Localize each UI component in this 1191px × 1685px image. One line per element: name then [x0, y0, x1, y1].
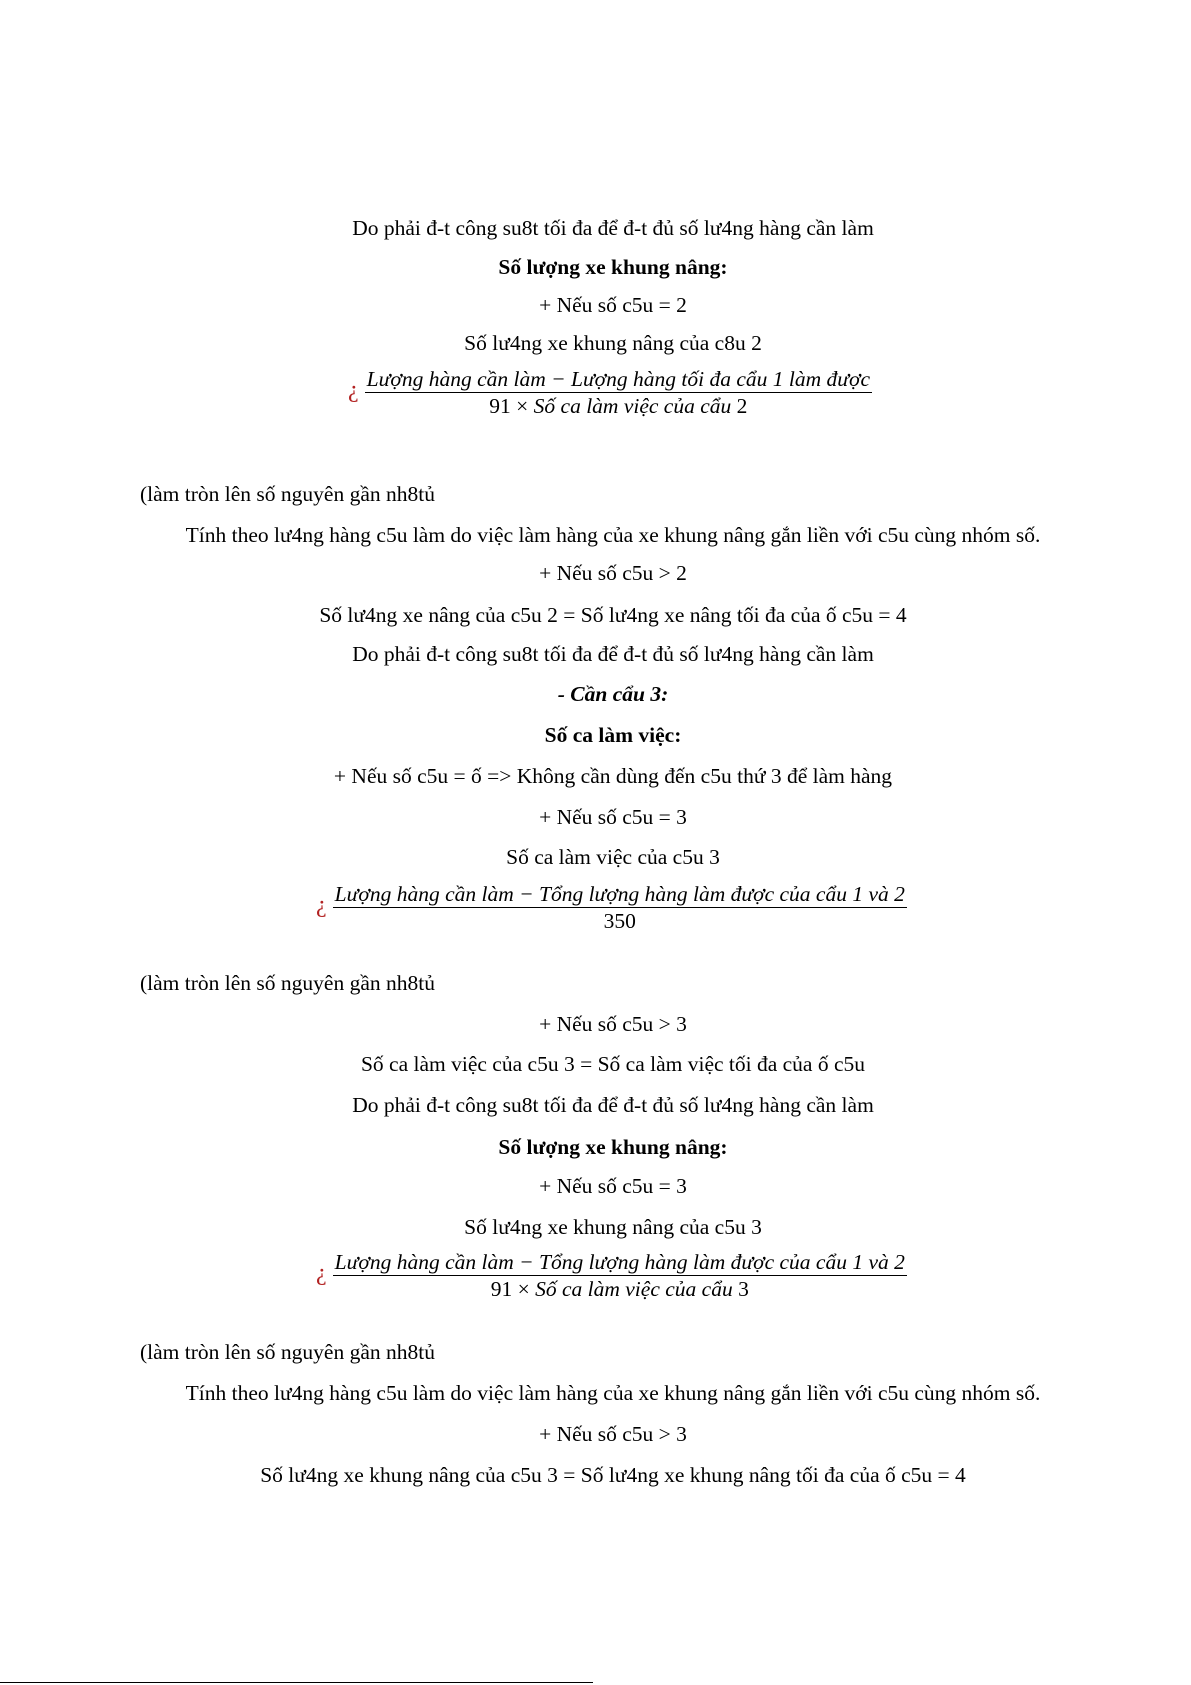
text-line: + Nếu số c5u > 2 — [539, 561, 687, 585]
formula-prefix: ¿ — [348, 377, 359, 403]
section-heading: Số lượng xe khung nâng: — [498, 1135, 728, 1159]
fraction — [333, 881, 907, 934]
text-line: Tính theo lư4ng hàng c5u làm do việc làm hàng của xe khung nâng gắn liền với c5u cùng nhóm số. — [185, 1381, 1041, 1405]
text-line: Số lư4ng xe khung nâng của c5u 3 = Số lư4ng xe khung nâng tối đa của ố c5u = 4 — [260, 1463, 966, 1487]
text-line: + Nếu số c5u = 3 — [539, 1174, 687, 1198]
text-line: (làm tròn lên số nguyên gần nh8tủ — [140, 1340, 435, 1364]
denominator-tail: 3 — [738, 1277, 749, 1301]
denominator-tail: 2 — [736, 394, 748, 418]
text-line: + Nếu số c5u = ố => Không cần dùng đến c5u thứ 3 để làm hàng — [333, 764, 893, 788]
text-line: Số ca làm việc của c5u 3 = Số ca làm việc tối đa của ố c5u — [360, 1052, 866, 1076]
text-line: + Nếu số c5u = 2 — [539, 293, 687, 317]
formula-prefix: ¿ — [316, 1260, 327, 1286]
fraction — [365, 366, 872, 419]
text-line: Do phải đ-t công su8t tối đa để đ-t đủ số lư4ng hàng cần làm — [352, 1093, 874, 1117]
text-line: Số ca làm việc của c5u 3 — [506, 845, 720, 869]
denominator-text: Số ca làm việc của cẩu — [535, 1277, 733, 1301]
section-heading: - Cần cẩu 3: — [557, 682, 669, 706]
text-line: Số lư4ng xe khung nâng của c8u 2 — [464, 331, 762, 355]
formula-2 — [316, 881, 907, 934]
denominator-text: Số ca làm việc của cẩu — [533, 394, 732, 418]
formula-3 — [316, 1249, 907, 1302]
formula-1 — [348, 366, 872, 419]
formula-prefix: ¿ — [316, 892, 327, 918]
footnote-separator — [0, 1682, 593, 1683]
text-line: Tính theo lư4ng hàng c5u làm do việc làm hàng của xe khung nâng gắn liền với c5u cùng nhóm số. — [185, 523, 1041, 547]
text-line: Số lư4ng xe nâng của c5u 2 = Số lư4ng xe nâng tối đa của ố c5u = 4 — [319, 603, 907, 627]
section-heading: Số lượng xe khung nâng: — [498, 255, 728, 279]
text-line: (làm tròn lên số nguyên gần nh8tủ — [140, 971, 435, 995]
fraction-denominator — [491, 1276, 749, 1302]
text-line: Do phải đ-t công su8t tối đa để đ-t đủ số lư4ng hàng cần làm — [352, 642, 874, 666]
text-line: + Nếu số c5u > 3 — [539, 1422, 687, 1446]
text-line: (làm tròn lên số nguyên gần nh8tủ — [140, 482, 435, 506]
fraction-denominator — [604, 908, 636, 934]
fraction-numerator: Lượng hàng cần làm − Tổng lượng hàng làm được của cẩu 1 và 2 — [334, 882, 905, 906]
fraction-denominator — [489, 393, 747, 419]
denominator-factor: 91 × — [489, 394, 529, 418]
denominator-factor: 91 × — [490, 1277, 530, 1301]
fraction-numerator: Lượng hàng cần làm − Lượng hàng tối đa cẩu 1 làm được — [366, 367, 871, 391]
fraction — [333, 1249, 907, 1302]
text-line: + Nếu số c5u = 3 — [539, 805, 687, 829]
section-heading: Số ca làm việc: — [544, 723, 682, 747]
text-line: + Nếu số c5u > 3 — [539, 1012, 687, 1036]
text-line: Do phải đ-t công su8t tối đa để đ-t đủ số lư4ng hàng cần làm — [352, 216, 874, 240]
text-line: Số lư4ng xe khung nâng của c5u 3 — [464, 1215, 762, 1239]
denominator-tail: 350 — [603, 909, 636, 933]
fraction-numerator: Lượng hàng cần làm − Tổng lượng hàng làm được của cẩu 1 và 2 — [334, 1250, 905, 1274]
